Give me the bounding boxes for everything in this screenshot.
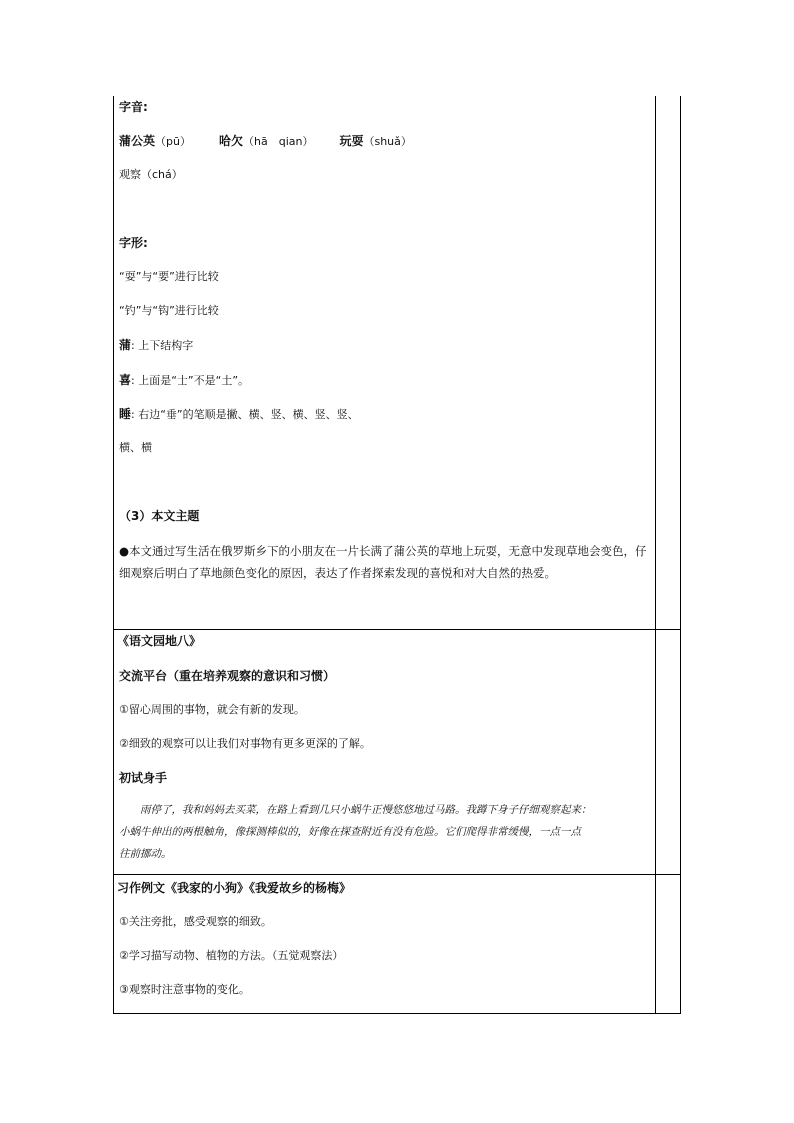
pronunciation-line-1: [119, 134, 412, 149]
pinyin-guancha: （chá）: [141, 168, 183, 181]
shape-item-shui-text: : 右边“垂”的笔顺是撇、横、竖、横、竖、竖、: [131, 408, 359, 421]
model-essay-item-3: ③观察时注意事物的变化。: [119, 983, 250, 996]
word-wanshua: 玩耍: [339, 134, 364, 148]
shape-compare-1: “耍”与“要”进行比较: [119, 270, 219, 283]
section-yuwen-yuandi-title: 《语文园地八》: [117, 634, 202, 648]
row-divider-2: [113, 874, 681, 875]
exchange-heading: 交流平台（重在培养观察的意识和习惯）: [119, 669, 336, 683]
shape-item-xi: [119, 373, 249, 388]
model-essay-item-1: ①关注旁批，感受观察的细致。: [119, 915, 272, 928]
handwritten-passage: [119, 799, 651, 865]
theme-paragraph: ●本文通过写生活在俄罗斯乡下的小朋友在一片长满了蒲公英的草地上玩耍，无意中发现草地会变色，仔细观察后明白了草地颜色变化的原因，表达了作者探索发现的喜悦和对大自然的热爱。: [119, 544, 647, 580]
shape-item-xi-text: : 上面是“士”不是“土”。: [131, 374, 250, 387]
table-right-border: [680, 96, 681, 1014]
pronunciation-line-2: [119, 168, 183, 182]
pinyin-wanshua: （shuǎ）: [363, 135, 412, 148]
table-inner-border: [655, 96, 656, 1014]
shape-item-shui-continued: 横、横: [119, 441, 152, 454]
char-xi: 喜: [119, 373, 132, 387]
char-shui: 睡: [119, 407, 132, 421]
word-pugongying: 蒲公英: [119, 134, 156, 148]
handwritten-line-1: 雨停了，我和妈妈去买菜，在路上看到几只小蜗牛正慢悠悠地过马路。我蹲下身子仔细观察起来：: [119, 804, 592, 816]
shape-compare-2: “钓”与“钩”进行比较: [119, 304, 219, 317]
try-heading: 初试身手: [119, 771, 168, 785]
shape-item-pu-text: : 上下结构字: [131, 339, 194, 352]
theme-heading: （3）本文主题: [119, 509, 200, 523]
shape-heading: 字形:: [119, 236, 148, 250]
table-left-border: [113, 96, 114, 1014]
word-haqian: 哈欠: [218, 134, 243, 148]
shape-item-shui: [119, 407, 359, 422]
row-divider-1: [113, 629, 681, 630]
section-model-essays-title: 习作例文《我家的小狗》《我爱故乡的杨梅》: [117, 881, 352, 895]
pinyin-pugongying: （pū）: [155, 135, 191, 148]
exchange-item-2: ②细致的观察可以让我们对事物有更多更深的了解。: [119, 737, 371, 750]
handwritten-line-2: 小蜗牛伸出的两根触角，像探测棒似的，好像在探查附近有没有危险。它们爬得非常缓慢，一点一点: [119, 826, 581, 838]
pinyin-haqian: （hā qian）: [243, 135, 314, 148]
handwritten-line-3: 往前挪动。: [119, 848, 172, 860]
model-essay-item-2: ②学习描写动物、植物的方法。（五觉观察法）: [119, 949, 344, 962]
exchange-item-1: ①留心周围的事物，就会有新的发现。: [119, 703, 305, 716]
word-guancha: 观察: [119, 168, 141, 181]
table-bottom-border: [113, 1013, 681, 1014]
char-pu: 蒲: [119, 338, 132, 352]
shape-item-pu: [119, 338, 193, 353]
pronunciation-heading: 字音:: [119, 100, 148, 114]
